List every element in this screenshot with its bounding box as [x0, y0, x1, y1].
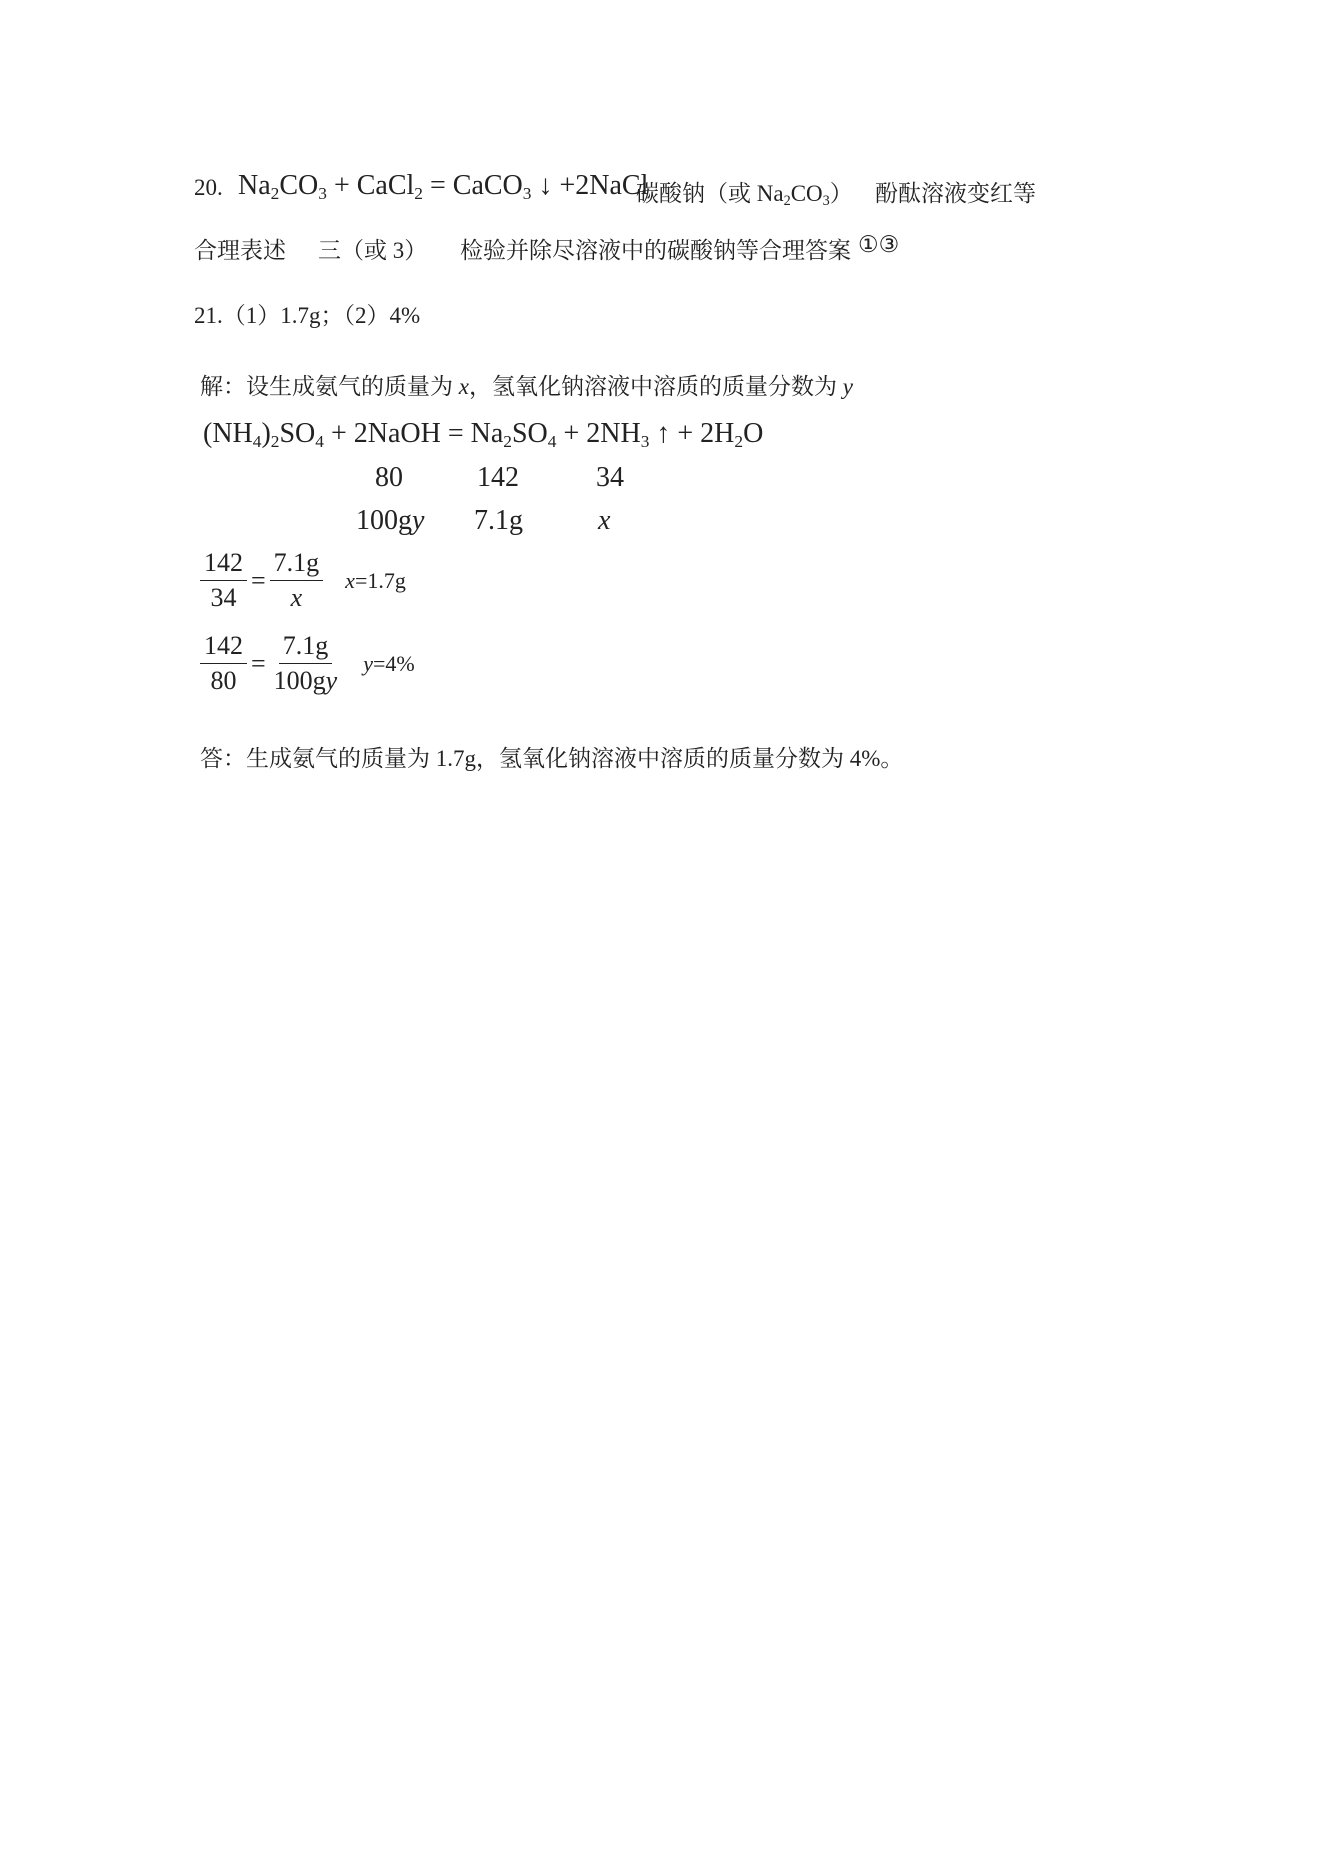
q20-answer-b-line1: 酚酞溶液变红等 — [875, 181, 1036, 206]
fraction-right: $\frac{7.1g}{100gy}$ — [273, 631, 338, 695]
mass-na2so4: 7.1g — [474, 505, 523, 536]
mass-naoh: 100gy — [356, 505, 425, 536]
q20-answer-a: 碳酸钠（或 $Na_2CO_3$） — [636, 181, 853, 209]
mass-nh3: x — [598, 505, 611, 536]
q20-answer-e: ①③ — [858, 232, 900, 257]
q20-number: 20. — [194, 175, 223, 200]
ratio-na2so4: 142 — [477, 462, 519, 493]
proportion-1: $\frac{142}{34}$ = $\frac{7.1g}{x}$ x=1.7g — [200, 547, 406, 614]
ratio-naoh: 80 — [375, 462, 403, 493]
q21-summary: 21.（1）1.7g；（2）4% — [194, 303, 421, 328]
q20-answer-c: 三（或 3） — [318, 238, 428, 263]
q20-answer-d: 检验并除尽溶液中的碳酸钠等合理答案 — [460, 238, 851, 263]
precipitate-arrow: ↓ — [538, 170, 553, 201]
proportion-2: $\frac{142}{80}$ = $\frac{7.1g}{100gy}$ y=4% — [200, 630, 415, 697]
result-y: y=4% — [363, 650, 415, 676]
q21-equation: $(NH_4)_2SO_4$ + 2NaOH = $Na_2SO_4 + 2NH_3$ ↑ + $2H_2O$ — [203, 418, 764, 451]
gas-arrow: ↑ — [649, 418, 671, 449]
ratio-nh3: 34 — [596, 462, 624, 493]
result-x: x=1.7g — [345, 567, 406, 593]
q20-answer-b-line2: 合理表述 — [194, 238, 286, 263]
fraction-left: $\frac{142}{80}$ — [200, 630, 247, 697]
q21-conclusion: 答：生成氨气的质量为 1.7g，氢氧化钠溶液中溶质的质量分数为 4%。 — [200, 746, 904, 771]
q21-solution-intro: 解：设生成氨气的质量为 x，氢氧化钠溶液中溶质的质量分数为 y — [200, 374, 853, 399]
fraction-left: $\frac{142}{34}$ — [200, 547, 247, 614]
fraction-right: $\frac{7.1g}{x}$ — [270, 547, 324, 614]
q20-equation: $Na_2CO_3$ + CaCl$_2$ = CaCO$_3$ ↓ +2NaCl — [238, 170, 649, 203]
